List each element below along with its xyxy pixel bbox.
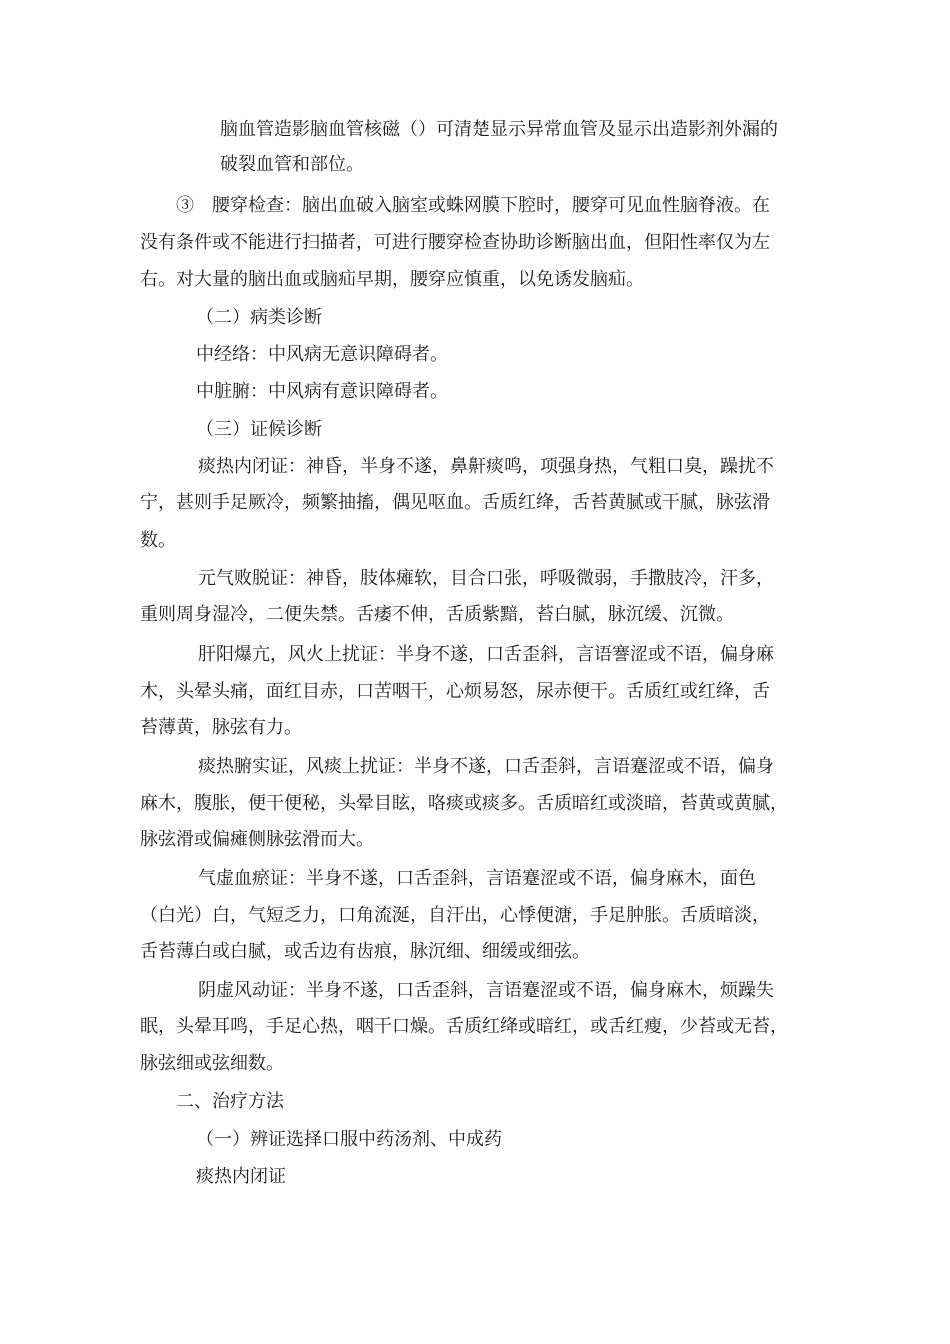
syndrome-4-line-2: 麻木，腹胀，便干便秘，头晕目眩，咯痰或痰多。舌质暗红或淡暗，苔黄或黄腻， (140, 793, 788, 814)
syndrome-1-line-3: 数。 (140, 530, 176, 551)
syndrome-5-line-3: 舌苔薄白或白腻，或舌边有齿痕，脉沉细、细缓或细弦。 (140, 941, 590, 962)
syndrome-3-line-2: 木，头晕头痛，面红目赤，口苦咽干，心烦易怒，尿赤便干。舌质红或红绛，舌 (140, 681, 770, 702)
lumbar-line-2: 没有条件或不能进行扫描者，可进行腰穿检查协助诊断脑出血，但阳性率仅为左 (140, 232, 770, 253)
syndrome-1-line-1: 痰热内闭证：神昏，半身不遂，鼻鼾痰鸣，项强身热，气粗口臭，躁扰不 (198, 456, 774, 477)
syndrome-6-line-2: 眠，头晕耳鸣，手足心热，咽干口燥。舌质红绛或暗红，或舌红瘦，少苔或无苔， (140, 1016, 788, 1037)
syndrome-5-line-2: （白光）白，气短乏力，口角流涎，自汗出，心悸便溏，手足肿胀。舌质暗淡， (140, 905, 770, 926)
syndrome-4-line-3: 脉弦滑或偏瘫侧脉弦滑而大。 (140, 829, 374, 850)
disease-diagnosis-item-1: 中经络：中风病无意识障碍者。 (196, 344, 448, 365)
syndrome-6-line-1: 阴虚风动证：半身不遂，口舌歪斜，言语蹇涩或不语，偏身麻木，烦躁失 (198, 980, 774, 1001)
lumbar-line-3: 右。对大量的脑出血或脑疝早期，腰穿应慎重，以免诱发脑疝。 (140, 269, 644, 290)
treatment-subheading: （一）辨证选择口服中药汤剂、中成药 (196, 1129, 502, 1150)
syndrome-diagnosis-heading: （三）证候诊断 (196, 419, 322, 440)
syndrome-3-line-1: 肝阳爆亢，风火上扰证：半身不遂，口舌歪斜，言语謇涩或不语，偏身麻 (198, 644, 774, 665)
disease-diagnosis-heading: （二）病类诊断 (196, 307, 322, 328)
syndrome-2-line-2: 重则周身湿冷，二便失禁。舌痿不伸，舌质紫黯，苔白腻，脉沉缓、沉微。 (140, 604, 734, 625)
treatment-heading: 二、治疗方法 (176, 1091, 284, 1112)
syndrome-4-line-1: 痰热腑实证，风痰上扰证：半身不遂，口舌歪斜，言语蹇涩或不语，偏身 (198, 756, 774, 777)
disease-diagnosis-item-2: 中脏腑：中风病有意识障碍者。 (196, 381, 448, 402)
intro-line-1: 脑血管造影脑血管核磁（）可清楚显示异常血管及显示出造影剂外漏的 (220, 119, 778, 140)
syndrome-2-line-1: 元气败脱证：神昏，肢体瘫软，目合口张，呼吸微弱，手撒肢冷，汗多， (198, 568, 774, 589)
syndrome-3-line-3: 苔薄黄，脉弦有力。 (140, 717, 302, 738)
syndrome-5-line-1: 气虚血瘀证：半身不遂，口舌歪斜，言语蹇涩或不语，偏身麻木，面色 (198, 868, 756, 889)
intro-line-2: 破裂血管和部位。 (220, 154, 364, 175)
syndrome-1-line-2: 宁，甚则手足厥冷，频繁抽搐，偶见呕血。舌质红绛，舌苔黄腻或干腻，脉弦滑 (140, 492, 770, 513)
lumbar-line-1: ③ 腰穿检查：脑出血破入脑室或蛛网膜下腔时，腰穿可见血性脑脊液。在 (176, 195, 770, 216)
treatment-item: 痰热内闭证 (196, 1166, 286, 1187)
syndrome-6-line-3: 脉弦细或弦细数。 (140, 1053, 284, 1074)
